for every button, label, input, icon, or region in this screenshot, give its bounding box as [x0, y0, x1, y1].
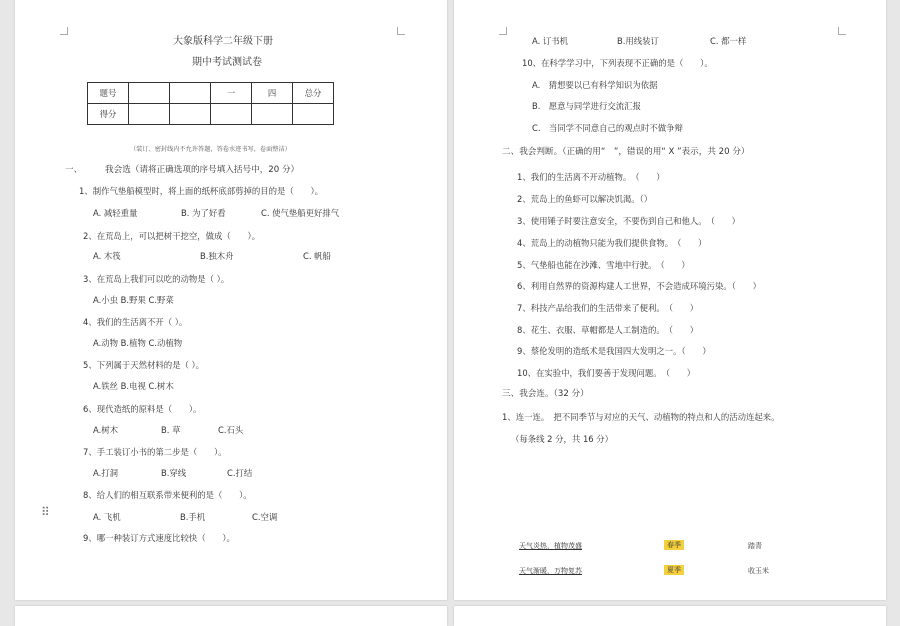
option-b: B.用线装订 [617, 36, 659, 46]
question-stem: 9、哪一种装订方式速度比较快（ ）。 [83, 533, 235, 543]
doc-title: 大象版科学二年级下册 [173, 36, 273, 47]
match-left-item: 天气炎热，植物茂盛 [519, 542, 582, 550]
question-note: （每条线 2 分，共 16 分） [511, 434, 614, 444]
question-stem: 7、手工装订小书的第二步是（ ）。 [83, 447, 227, 457]
option-a: A.打洞 [93, 468, 118, 478]
question-stem: 2、在荒岛上，可以把树干挖空，做成（ ）。 [83, 231, 261, 241]
option-a: A. 订书机 [532, 36, 569, 46]
table-cell: 四 [252, 83, 293, 104]
table-cell[interactable] [252, 104, 293, 125]
judge-item: 8、花生、衣服、草帽都是人工制造的。 （ ） [517, 325, 699, 335]
option-a: A. 木筏 [93, 251, 121, 261]
table-cell: 题号 [88, 83, 129, 104]
score-table-row [88, 104, 334, 125]
question-options: A.动物 B.植物 C.动植物 [93, 338, 183, 348]
match-right-item: 收玉米 [748, 567, 769, 575]
match-season [664, 540, 684, 551]
judge-item: 6、利用自然界的资源构建人工世界，不会造成环境污染。（ ） [517, 281, 762, 291]
question-stem: 10、在科学学习中，下列表现不正确的是（ ）。 [522, 58, 713, 68]
table-cell[interactable] [170, 104, 211, 125]
match-left-item: 天气渐暖，万物复苏 [519, 567, 582, 575]
question-options: A.铁丝 B.电视 C.树木 [93, 381, 174, 391]
question-stem: 1、制作气垫船模型时，将上面的纸杯底部剪掉的目的是（ ）。 [79, 186, 324, 196]
section-heading: 二、我会判断。（正确的用“ ”，错误的用“ X ”表示，共 20 分） [502, 147, 750, 157]
judge-item: 1、我们的生活离不开动植物。 （ ） [517, 172, 665, 182]
option-c: C.打结 [227, 468, 253, 478]
question-stem: 4、我们的生活离不开（ ）。 [83, 317, 188, 327]
option-b: B. 愿意与同学进行交流汇报 [532, 101, 641, 111]
option-c: C. 当同学不同意自己的观点时不做争辩 [532, 123, 683, 133]
score-table [87, 82, 334, 125]
crop-mark [397, 27, 405, 35]
question-stem: 6、现代造纸的原料是（ ）。 [83, 404, 202, 414]
option-a: A.树木 [93, 425, 118, 435]
question-stem: 1、连一连。 把不同季节与对应的天气、动植物的特点和人的活动连起来。 [502, 412, 780, 422]
option-a: A. 猜想要以已有科学知识为依据 [532, 80, 658, 90]
judge-item: 5、气垫船也能在沙滩、雪地中行驶。 （ ） [517, 260, 690, 270]
option-b: B.手机 [180, 512, 206, 522]
table-cell [129, 83, 170, 104]
crop-mark [838, 27, 846, 35]
table-cell[interactable] [293, 104, 334, 125]
table-cell: 总分 [293, 83, 334, 104]
option-a: A. 减轻重量 [93, 208, 138, 218]
section-heading: 三、我会连。（32 分） [502, 389, 589, 399]
option-c: C.空调 [252, 512, 278, 522]
option-c: C.石头 [218, 425, 244, 435]
question-options: A.小虫 B.野果 C.野菜 [93, 295, 174, 305]
table-cell: 得分 [88, 104, 129, 125]
option-c: C. 帆船 [303, 251, 331, 261]
document-page-2 [454, 0, 886, 600]
question-stem: 3、在荒岛上我们可以吃的动物是（ ）。 [83, 274, 230, 284]
judge-item: 9、蔡伦发明的造纸术是我国四大发明之一。（ ） [517, 346, 711, 356]
crop-mark [499, 27, 507, 35]
document-page-4 [454, 606, 886, 626]
judge-item: 3、使用锤子时要注意安全，不要伤到自己和他人。 （ ） [517, 216, 741, 226]
season-label: 春季 [664, 540, 684, 550]
judge-item: 4、荒岛上的动植物只能为我们提供食物。 （ ） [517, 238, 707, 248]
judge-item: 2、荒岛上的鱼虾可以解决饥渴。（） [517, 194, 653, 204]
drag-handle-icon[interactable]: ⠿ [41, 505, 51, 519]
season-label: 夏季 [664, 565, 684, 575]
score-table-header-row [88, 83, 334, 104]
option-b: B. 草 [161, 425, 181, 435]
document-page-3 [15, 606, 447, 626]
option-b: B.穿线 [161, 468, 187, 478]
question-stem: 8、给人们的相互联系带来便利的是（ ）。 [83, 490, 252, 500]
option-c: C. 都一样 [710, 36, 747, 46]
table-cell [170, 83, 211, 104]
table-cell: 一 [211, 83, 252, 104]
section-number: 一、 [65, 165, 83, 175]
doc-subtitle: 期中考试测试卷 [192, 57, 262, 68]
judge-item: 10、在实验中，我们要善于发现问题。 （ ） [517, 368, 696, 378]
document-page-1 [15, 0, 447, 600]
match-season [664, 565, 684, 576]
question-stem: 5、下列属于天然材料的是（ ）。 [83, 360, 205, 370]
option-b: B.独木舟 [200, 251, 234, 261]
option-b: B. 为了好看 [181, 208, 226, 218]
section-heading: 我会选（请将正确选项的序号填入括号中，20 分） [105, 165, 300, 175]
table-cell[interactable] [211, 104, 252, 125]
option-a: A. 飞机 [93, 512, 121, 522]
table-cell[interactable] [129, 104, 170, 125]
exam-notice: （装订、密封线内不允许答题，答卷水迹书写，卷面整洁） [130, 146, 291, 153]
crop-mark [60, 27, 68, 35]
option-c: C. 使气垫船更好排气 [261, 208, 340, 218]
match-right-item: 踏青 [748, 542, 762, 550]
judge-item: 7、科技产品给我们的生活带来了便利。 （ ） [517, 303, 699, 313]
